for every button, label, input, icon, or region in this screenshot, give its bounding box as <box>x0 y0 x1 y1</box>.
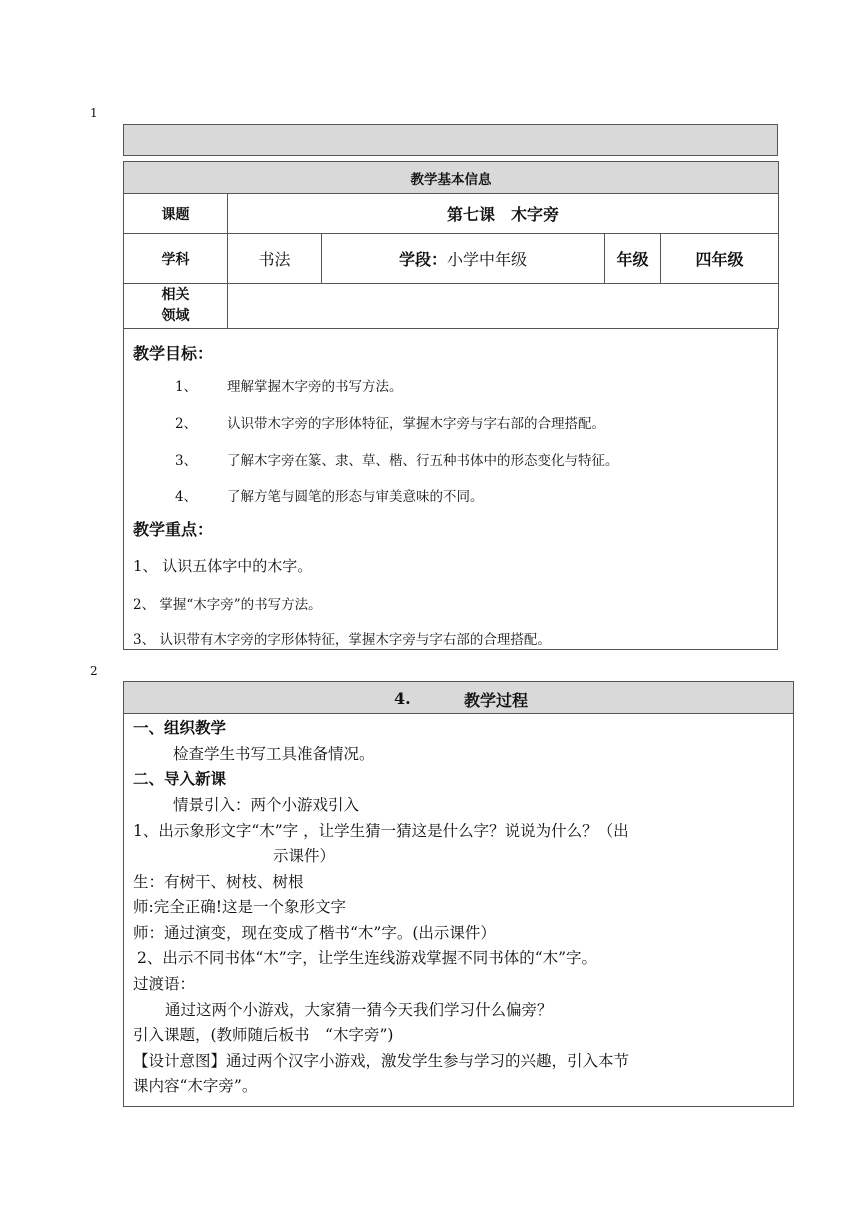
page-number: 2 <box>90 664 98 678</box>
process-line: 检查学生书写工具准备情况。 <box>173 745 375 763</box>
process-line: 通过这两个小游戏，大家猜一猜今天我们学习什么偏旁？ <box>165 1001 553 1019</box>
subject-label: 学科 <box>124 234 228 284</box>
field-value <box>228 284 779 329</box>
process-line: 2、出示不同书体“木”字，让学生连线游戏掌握不同书体的“木”字。 <box>137 949 598 967</box>
goals-heading: 教学目标： <box>133 344 214 363</box>
grade-value: 四年级 <box>661 234 779 284</box>
goals-box <box>123 328 778 650</box>
process-title: 教学过程 <box>464 691 529 710</box>
process-line: 生：有树干、树枝、树根 <box>133 873 304 891</box>
process-body <box>123 713 794 1107</box>
stage-label: 学段： <box>398 250 447 269</box>
stage-cell <box>322 234 605 284</box>
process-line: 师:完全正确!这是一个象形文字 <box>133 898 346 916</box>
key-point-item: 1、 认识五体字中的木字。 <box>133 557 313 575</box>
process-line: 二、导入新课 <box>133 770 227 788</box>
field-label-line-2: 领域 <box>161 308 190 324</box>
process-line: 师：通过演变，现在变成了楷书“木”字。(出示课件） <box>133 924 496 942</box>
goal-item: 3、 了解木字旁在篆、隶、草、楷、行五种书体中的形态变化与特征。 <box>175 453 619 469</box>
goal-item: 2、 认识带木字旁的字形体特征，掌握木字旁与字右部的合理搭配。 <box>175 416 605 432</box>
process-line: 课内容“木字旁”。 <box>133 1077 258 1095</box>
grade-label: 年级 <box>605 234 661 284</box>
process-line: 示课件） <box>273 847 336 865</box>
topic-value: 第七课 木字旁 <box>228 194 779 234</box>
process-header <box>123 681 794 714</box>
process-number: 4. <box>394 689 411 708</box>
goal-item: 4、 了解方笔与圆笔的形态与审美意味的不同。 <box>175 489 484 505</box>
basic-info-table <box>123 161 779 329</box>
topic-label: 课题 <box>124 194 228 234</box>
subject-value: 书法 <box>228 234 322 284</box>
process-line: 过渡语： <box>133 975 196 993</box>
goal-item: 1、 理解掌握木字旁的书写方法。 <box>175 379 403 395</box>
process-line: 【设计意图】通过两个汉字小游戏，激发学生参与学习的兴趣，引入本节 <box>133 1052 630 1070</box>
field-label-line-1: 相关 <box>161 287 190 303</box>
field-label <box>124 284 228 329</box>
process-line: 1、出示象形文字“木”字 ，让学生猜一猜这是什么字？说说为什么？（出 <box>133 822 629 840</box>
stage-value: 小学中年级 <box>447 250 528 269</box>
section-header-band <box>123 124 778 156</box>
key-point-item: 2、 掌握“木字旁”的书写方法。 <box>133 597 322 613</box>
info-table-header: 教学基本信息 <box>124 162 779 194</box>
key-points-heading: 教学重点： <box>133 520 214 539</box>
key-point-item: 3、 认识带有木字旁的字形体特征，掌握木字旁与字右部的合理搭配。 <box>133 632 551 648</box>
process-line: 一、组织教学 <box>133 719 227 737</box>
process-line: 情景引入：两个小游戏引入 <box>173 796 360 814</box>
page-number: 1 <box>90 106 98 120</box>
process-line: 引入课题，(教师随后板书 “木字旁”) <box>133 1026 394 1044</box>
